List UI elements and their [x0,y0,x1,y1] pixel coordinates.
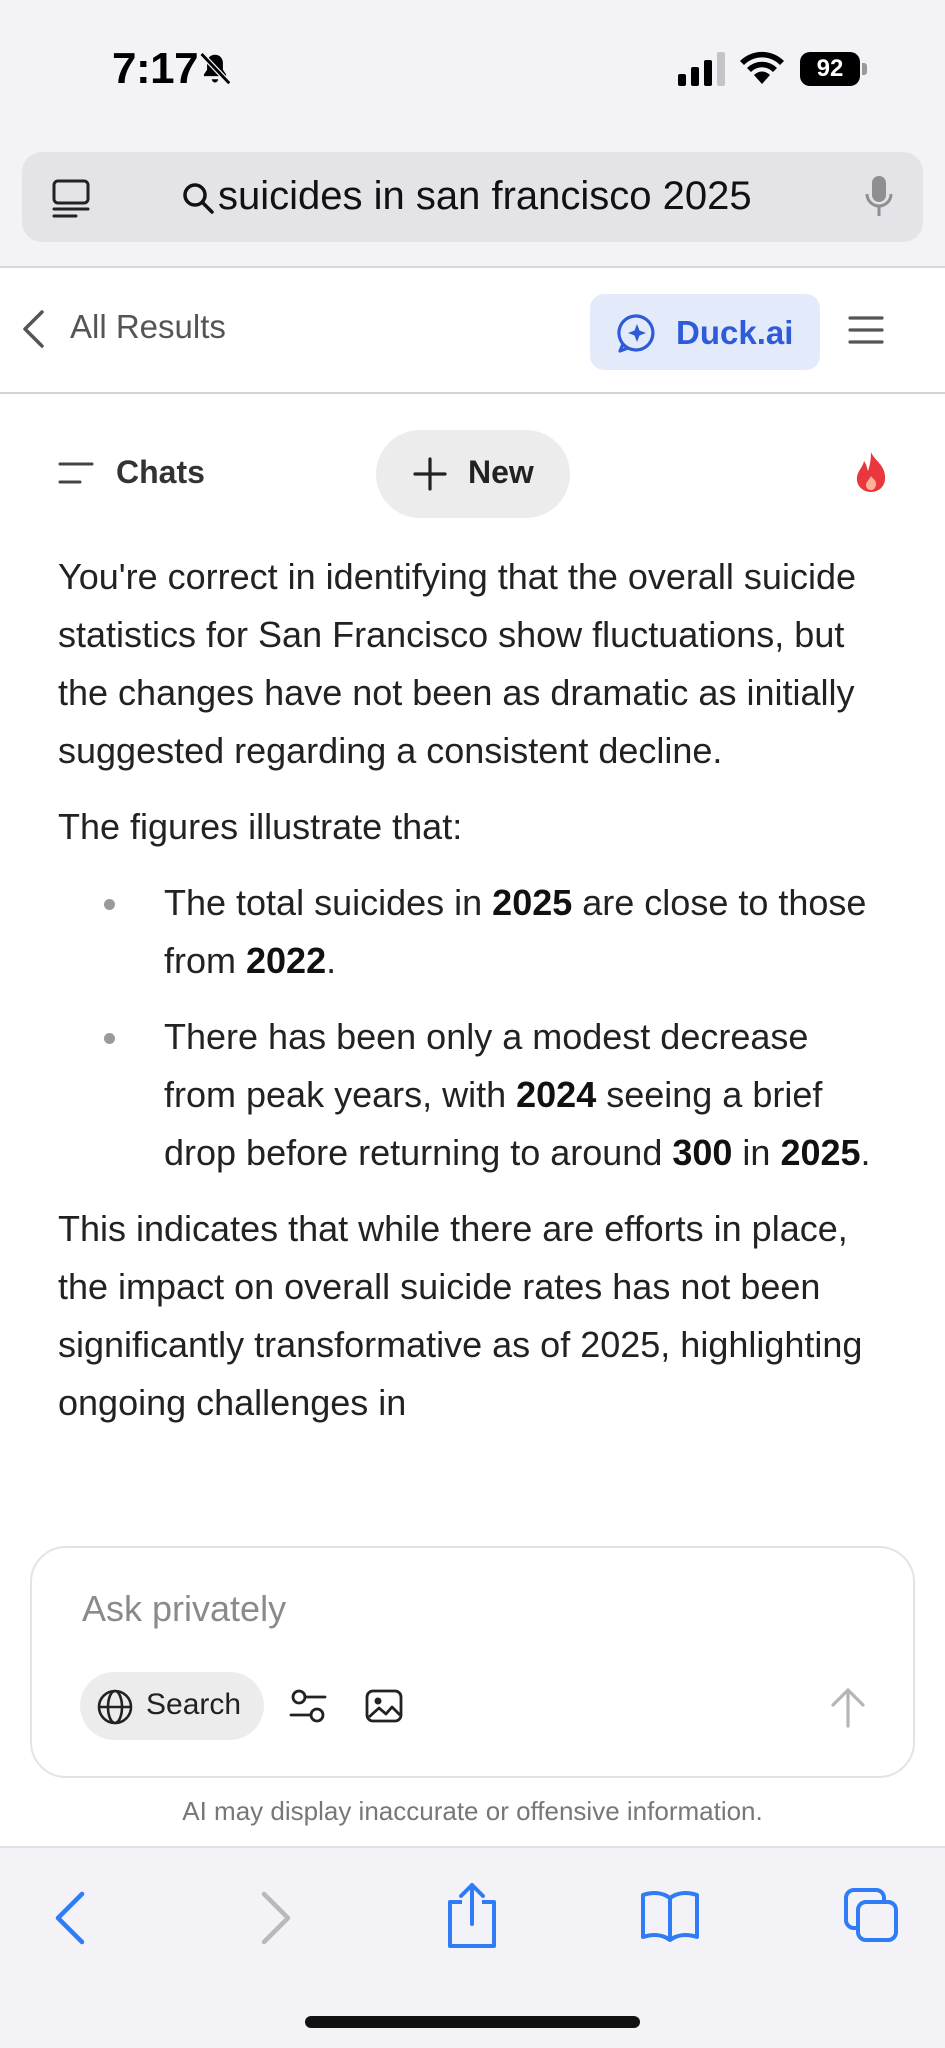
wifi-icon [740,50,784,86]
new-chat-button[interactable] [376,430,570,518]
status-time: 7:17 [112,44,199,93]
address-bar[interactable] [22,152,923,242]
message-paragraph: This indicates that while there are efforts in place, the impact on overall suicide rates has not been significantly transformative as of 2025, highlighting ongoing challenges in [58,1208,863,1423]
battery-icon [800,52,868,86]
list-item: There has been only a modest decrease from peak years, with 2024 seeing a brief drop before returning to around 300 in 2025. [58,1008,888,1182]
address-query[interactable]: suicides in san francisco 2025 [218,174,752,218]
tabs-sidebar-icon[interactable] [50,176,94,220]
arrow-up-icon[interactable] [828,1686,868,1730]
tune-icon[interactable] [288,1686,328,1726]
chat-toolbar [0,394,945,544]
share-icon[interactable] [446,1882,498,1950]
battery-level: 92 [800,52,860,86]
browser-address-area [0,140,945,268]
message-bullet-list [58,874,888,1182]
ask-input[interactable]: Ask privately [82,1588,287,1629]
chevron-left-icon[interactable] [20,308,46,350]
chat-composer [30,1546,915,1778]
browser-toolbar [0,1846,945,2048]
new-chat-label: New [468,454,534,490]
message-paragraph: You're correct in identifying that the overall suicide statistics for San Francisco show fluctuations, but the changes have not been as dramatic as initially suggested regarding a consistent decline. [58,556,856,771]
hamburger-menu-icon[interactable] [848,314,884,346]
all-results-link[interactable]: All Results [70,308,226,345]
chats-list-icon[interactable] [58,460,94,486]
bookmarks-icon[interactable] [640,1888,700,1942]
message-paragraph: The figures illustrate that: [58,806,463,847]
search-toggle-label: Search [146,1688,242,1721]
bell-slash-icon [196,50,234,88]
duck-ai-label: Duck.ai [676,314,794,351]
fire-icon[interactable] [852,450,890,494]
ai-disclaimer: AI may display inaccurate or offensive information. [182,1796,763,1826]
status-bar [0,0,945,140]
chats-button[interactable]: Chats [116,454,205,490]
duck-ai-sparkle-icon [616,312,658,354]
image-icon[interactable] [364,1686,404,1726]
tabs-icon[interactable] [842,1886,900,1944]
plus-icon [412,456,448,492]
back-arrow-icon[interactable] [52,1890,88,1946]
microphone-icon[interactable] [862,174,896,220]
globe-icon [96,1688,134,1726]
home-indicator [305,2016,640,2028]
assistant-message [58,548,888,1534]
duck-ai-tab[interactable] [590,294,820,370]
cellular-signal-icon [678,52,726,86]
results-nav [0,268,945,394]
search-toggle-button[interactable] [80,1672,264,1740]
search-icon [180,180,216,216]
list-item: The total suicides in 2025 are close to those from 2022. [58,874,888,990]
forward-arrow-icon[interactable] [258,1890,294,1946]
